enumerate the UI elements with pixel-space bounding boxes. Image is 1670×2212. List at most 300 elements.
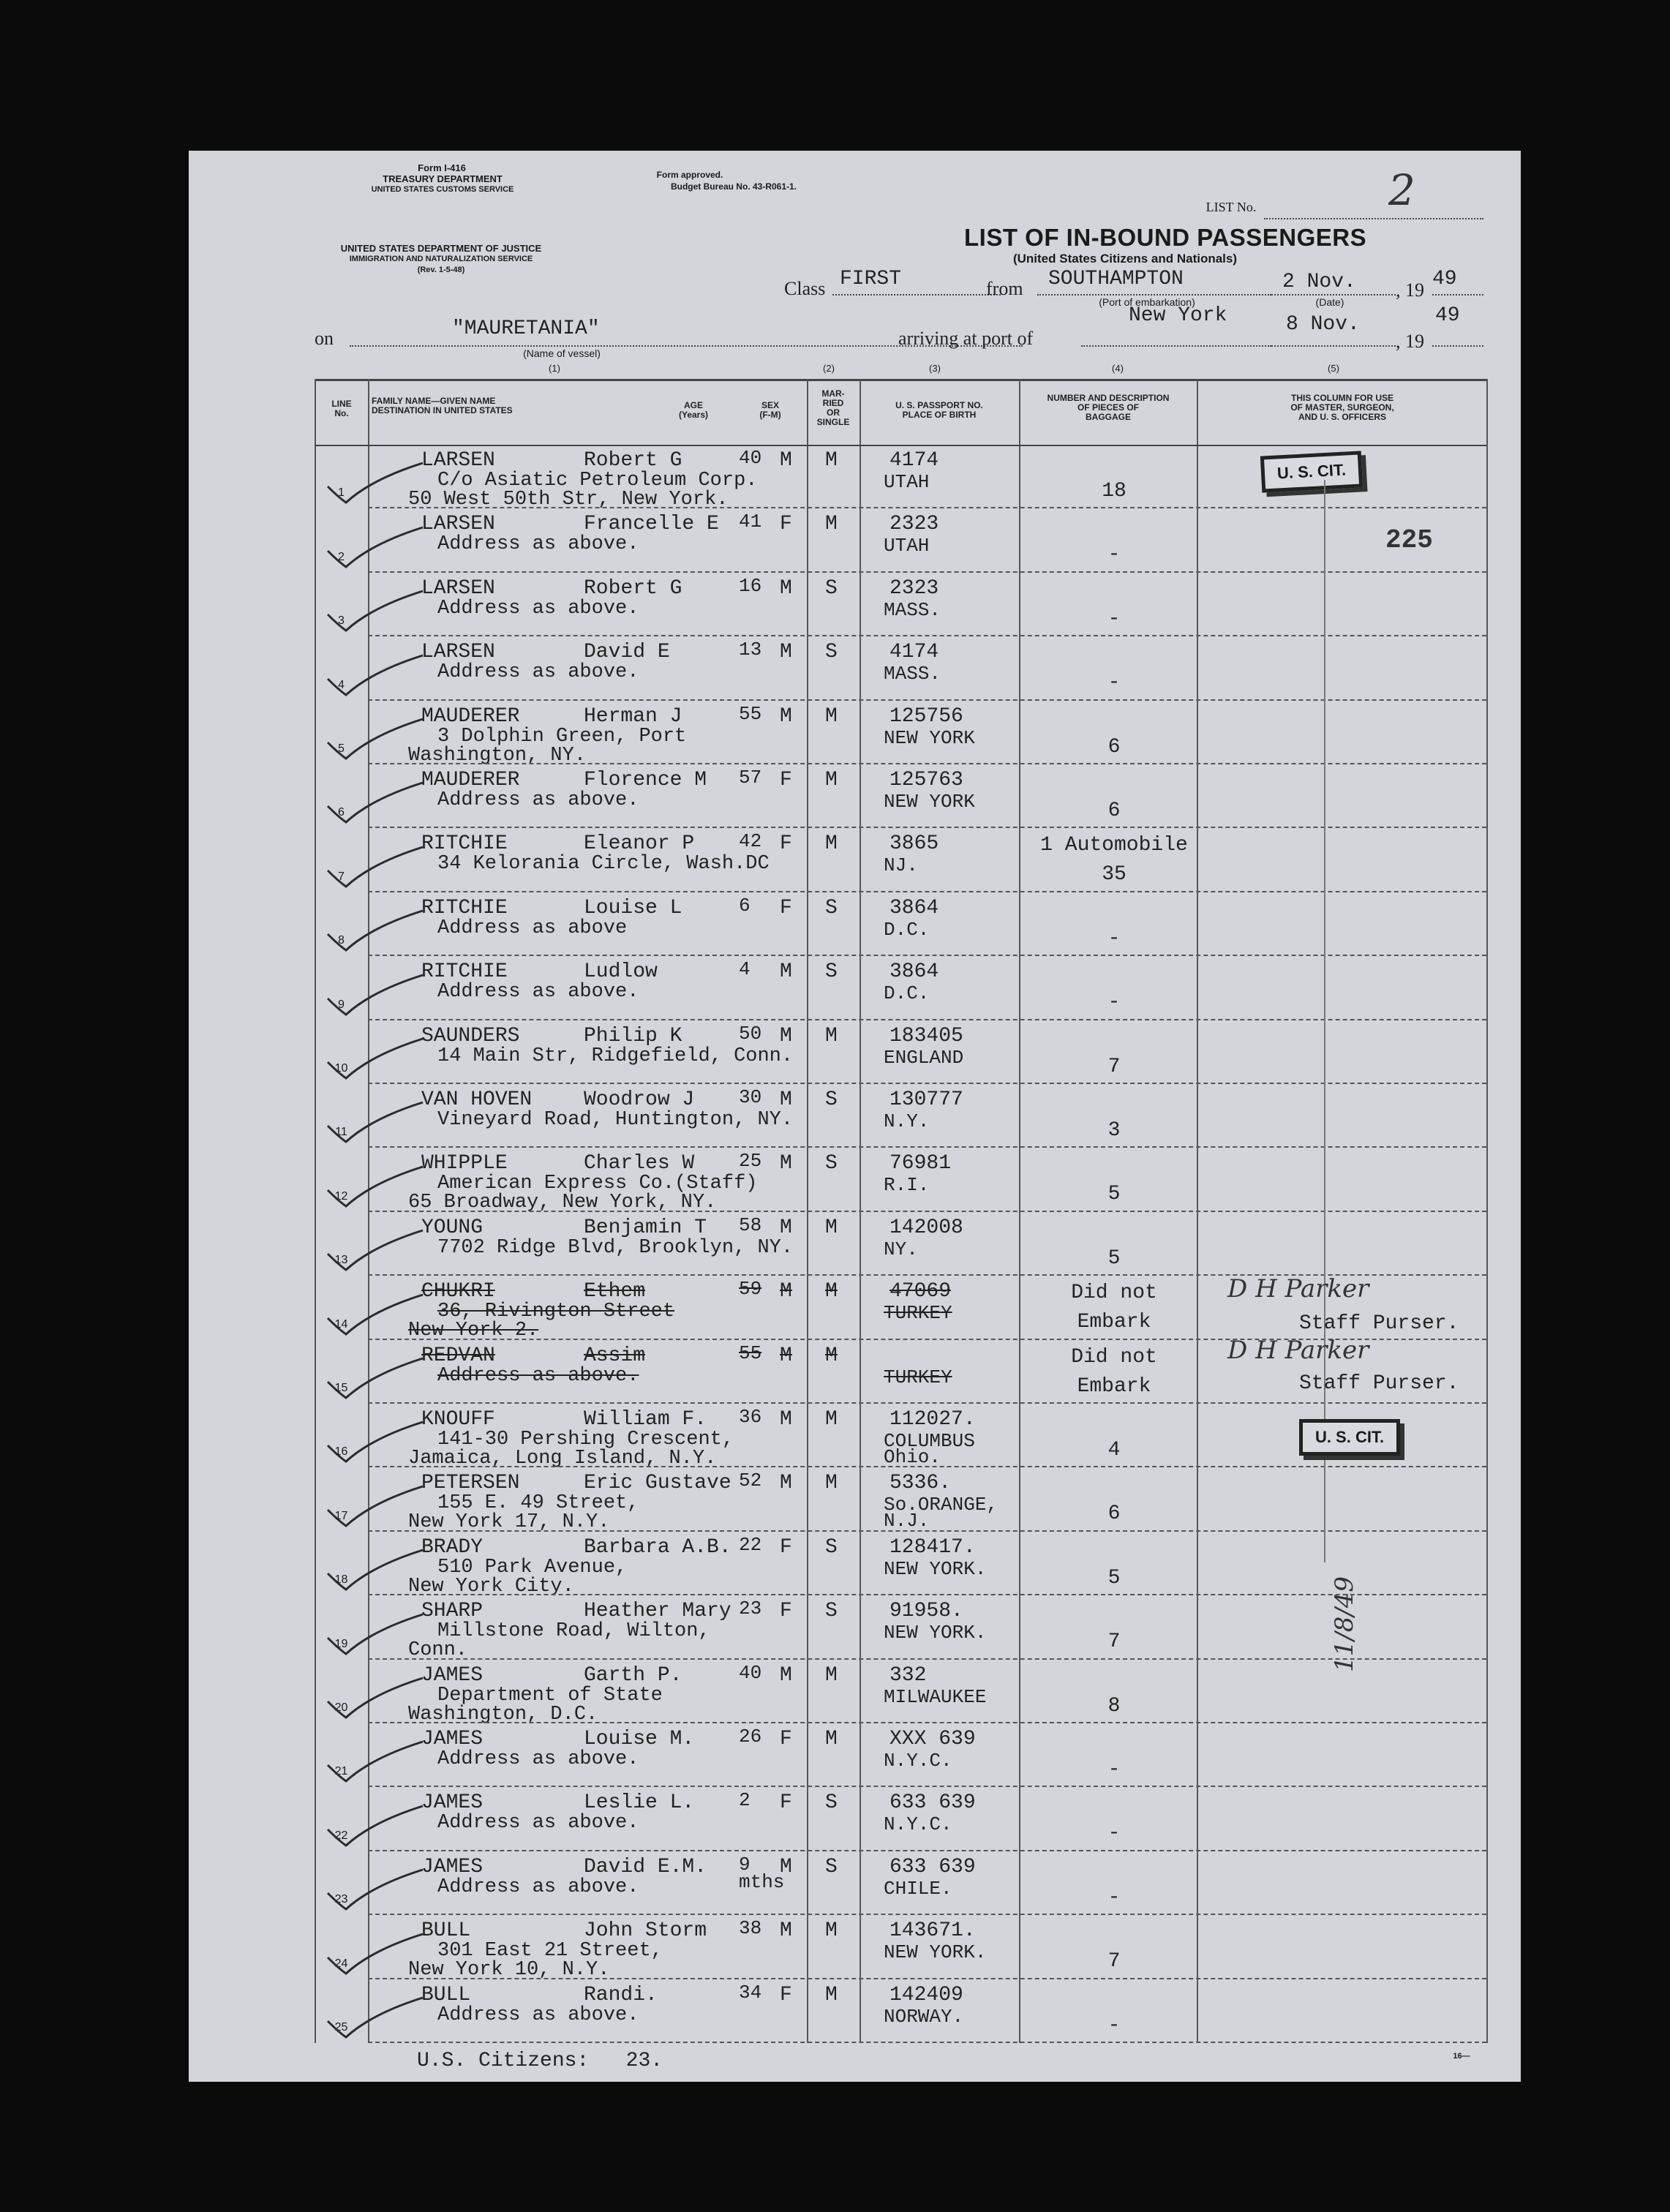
place-of-birth: D.C.	[884, 982, 930, 1005]
marital-status: S	[825, 960, 838, 984]
sex: M	[780, 1919, 792, 1943]
sex: F	[780, 1983, 792, 2006]
col-num-4: (4)	[1112, 363, 1124, 374]
list-no-label: LIST No.	[1206, 200, 1257, 214]
line-number: 13	[334, 1254, 348, 1267]
place-of-birth: D.C.	[884, 918, 930, 941]
age: 59	[739, 1278, 762, 1301]
marital-status: S	[825, 1088, 838, 1111]
treasury-heading: TREASURY DEPARTMENT	[383, 173, 503, 184]
family-name: BRADY	[421, 1535, 484, 1559]
place-of-birth: MILWAUKEE	[884, 1685, 987, 1708]
address-line: 65 Broadway, New York, NY.	[408, 1192, 717, 1214]
line-number: 6	[338, 806, 345, 819]
vertical-pencil-note: 11/8/49	[1330, 1576, 1359, 1672]
age: 34	[739, 1981, 762, 2004]
baggage: -	[1107, 672, 1121, 695]
list-no-line	[1264, 218, 1483, 219]
embark-year: 49	[1432, 268, 1457, 290]
given-name: Robert G	[584, 449, 682, 472]
table-row	[189, 956, 1521, 1020]
family-name: RITCHIE	[421, 896, 508, 919]
age: 42	[739, 830, 762, 853]
table-row	[189, 1723, 1521, 1787]
marital-status: M	[825, 1408, 838, 1431]
address-line: Washington, D.C.	[408, 1703, 598, 1726]
line-number: 23	[334, 1893, 348, 1906]
page-subtitle: (United States Citizens and Nationals)	[1012, 252, 1238, 266]
table-row	[189, 1148, 1521, 1214]
line-number: 2	[338, 550, 345, 563]
citizens-total: U.S. Citizens: 23.	[417, 2050, 663, 2072]
marital-status: S	[825, 1535, 838, 1559]
baggage: -	[1107, 991, 1121, 1015]
baggage: 5	[1107, 1566, 1121, 1590]
embark-port: SOUTHAMPTON	[1048, 268, 1184, 290]
age: 50	[739, 1022, 762, 1045]
given-name: David E	[584, 641, 670, 664]
check-mark-icon	[320, 1289, 430, 1340]
passport-no: 332	[889, 1663, 927, 1687]
given-name: Louise M.	[584, 1728, 695, 1750]
sex: F	[780, 769, 792, 791]
baggage: -	[1107, 927, 1121, 950]
form-number: Form I-416	[418, 162, 466, 173]
family-name: SAUNDERS	[421, 1024, 520, 1047]
baggage: 7	[1107, 1630, 1121, 1654]
officer-signature-1: D H Parker	[1227, 1274, 1369, 1304]
passport-no: 2323	[889, 513, 939, 536]
marital-status: M	[825, 1919, 838, 1943]
check-mark-icon	[320, 1544, 430, 1595]
check-mark-icon	[320, 1992, 430, 2043]
check-mark-icon	[320, 650, 430, 701]
address-line: 301 East 21 Street,	[437, 1940, 663, 1963]
marital-status: M	[825, 1663, 838, 1687]
given-name: Ludlow	[584, 960, 658, 984]
address-line: Address as above.	[437, 661, 639, 684]
passport-no: 633 639	[889, 1855, 976, 1878]
address-line: 510 Park Avenue,	[437, 1556, 628, 1579]
place-of-birth: N.Y.C.	[884, 1750, 952, 1772]
given-name: Assim	[584, 1344, 646, 1367]
check-mark-icon	[320, 1033, 430, 1084]
place-of-birth: So.ORANGE, N.J.	[884, 1494, 998, 1532]
officer-signature-2: D H Parker	[1227, 1336, 1369, 1365]
family-name: RITCHIE	[421, 960, 508, 984]
given-name: Barbara A.B.	[584, 1535, 731, 1559]
place-of-birth: TURKEY	[884, 1302, 952, 1325]
sex: M	[780, 1855, 792, 1878]
marital-status: M	[825, 1024, 838, 1047]
baggage: 1 Automobile 35	[1040, 834, 1188, 887]
us-citizen-stamp-2: U. S. CIT.	[1299, 1419, 1400, 1456]
given-name: Garth P.	[584, 1663, 682, 1687]
given-name: Benjamin T	[584, 1216, 707, 1239]
age: 58	[739, 1214, 762, 1236]
table-row	[189, 1532, 1521, 1598]
check-mark-icon	[320, 1672, 430, 1723]
table-row	[189, 1787, 1521, 1851]
justice-heading: UNITED STATES DEPARTMENT OF JUSTICE	[340, 243, 542, 254]
baggage: 5	[1107, 1246, 1121, 1270]
table-row	[189, 1084, 1521, 1148]
baggage: -	[1107, 2014, 1121, 2037]
age: 6	[739, 894, 751, 917]
age: 30	[739, 1086, 762, 1108]
vessel-caption: (Name of vessel)	[523, 347, 601, 359]
address-line: Address as above.	[437, 789, 639, 811]
sex: M	[780, 576, 792, 600]
given-name: Eric Gustave	[584, 1472, 731, 1495]
marital-status: M	[825, 513, 838, 536]
embark-port-line	[1037, 294, 1271, 296]
family-name: BULL	[421, 1983, 471, 2006]
sex: M	[780, 641, 792, 664]
line-number: 19	[334, 1637, 348, 1650]
arrival-year: 49	[1435, 304, 1460, 327]
class-line	[832, 294, 1001, 296]
family-name: JAMES	[421, 1728, 484, 1750]
sex: F	[780, 1600, 792, 1623]
line-number: 22	[334, 1829, 348, 1842]
sex: F	[780, 513, 792, 536]
address-line: 7702 Ridge Blvd, Brooklyn, NY.	[437, 1236, 794, 1259]
staff-purser-2: Staff Purser.	[1299, 1372, 1459, 1395]
address-line: 3 Dolphin Green, Port	[437, 725, 687, 748]
baggage: 6	[1107, 800, 1121, 822]
header-line-no: LINE No.	[331, 399, 352, 418]
address-line: Address as above.	[437, 597, 639, 620]
baggage: 5	[1107, 1183, 1121, 1206]
age: 57	[739, 767, 762, 789]
address-line: Address as above.	[437, 1364, 639, 1387]
marital-status: M	[825, 1472, 838, 1495]
line-count-stamp: 225	[1385, 525, 1433, 555]
family-name: WHIPPLE	[421, 1152, 508, 1175]
from-label: from	[986, 278, 1023, 299]
passport-no: 633 639	[889, 1791, 976, 1815]
address-line: Conn.	[408, 1639, 468, 1662]
place-of-birth: TURKEY	[884, 1366, 952, 1388]
line-number: 1	[338, 486, 345, 500]
col-num-3: (3)	[929, 363, 941, 374]
given-name: Randi.	[584, 1983, 658, 2006]
address-line: New York 2.	[408, 1320, 539, 1342]
address-line: New York 10, N.Y.	[408, 1959, 610, 1982]
table-row	[189, 764, 1521, 828]
sex: M	[780, 1024, 792, 1047]
address-line: Address as above	[437, 917, 628, 939]
baggage: 6	[1107, 735, 1121, 759]
sex: M	[780, 1472, 792, 1495]
passport-no: 183405	[889, 1024, 963, 1047]
table-row	[189, 636, 1521, 700]
place-of-birth: NORWAY.	[884, 2005, 964, 2028]
sex: M	[780, 1663, 792, 1687]
col-num-5: (5)	[1328, 363, 1339, 374]
sex: F	[780, 896, 792, 919]
line-number: 11	[335, 1126, 347, 1139]
line-number: 3	[338, 614, 345, 628]
table-row	[189, 508, 1521, 572]
family-name: LARSEN	[421, 513, 495, 536]
table-row	[189, 892, 1521, 956]
address-line: 36, Rivington Street	[437, 1301, 675, 1323]
baggage: 6	[1107, 1502, 1121, 1526]
arrival-date: 8 Nov.	[1286, 313, 1360, 336]
address-line: 141-30 Pershing Crescent,	[437, 1429, 734, 1451]
address-line: Address as above.	[437, 2004, 639, 2026]
passport-no: 3864	[889, 960, 939, 984]
address-line: 34 Kelorania Circle, Wash.DC	[437, 853, 770, 876]
place-of-birth: COLUMBUS Ohio.	[884, 1430, 975, 1468]
arrival-date-line	[1271, 345, 1396, 347]
us-citizen-stamp: U. S. CIT.	[1260, 451, 1363, 492]
line-number: 5	[338, 742, 345, 755]
passport-no: 47069	[889, 1280, 952, 1304]
age: 40	[739, 447, 762, 469]
place-of-birth: R.I.	[884, 1174, 930, 1197]
address-line: Address as above.	[437, 981, 639, 1004]
place-of-birth: N.Y.	[884, 1110, 930, 1132]
baggage: 4	[1107, 1439, 1121, 1462]
sex: M	[780, 960, 792, 984]
header-age: AGE (Years)	[678, 400, 709, 420]
age: 23	[739, 1598, 762, 1620]
vessel-name: "MAURETANIA"	[452, 317, 600, 340]
marital-status: M	[825, 769, 838, 791]
family-name: YOUNG	[421, 1216, 484, 1239]
passport-no: 5336.	[889, 1472, 952, 1495]
revision: (Rev. 1-5-48)	[417, 266, 465, 274]
marital-status: M	[825, 449, 838, 472]
marital-status: S	[825, 1791, 838, 1815]
check-mark-icon	[320, 713, 430, 764]
given-name: Francelle E	[584, 513, 719, 536]
passport-no: 125763	[889, 769, 963, 791]
place-of-birth: MASS.	[884, 663, 941, 685]
table-row	[189, 1915, 1521, 1982]
given-name: Eleanor P	[584, 832, 695, 856]
passport-no: 142008	[889, 1216, 963, 1239]
customs-service: UNITED STATES CUSTOMS SERVICE	[371, 185, 514, 194]
check-mark-icon	[320, 1736, 430, 1787]
table-row	[189, 701, 1521, 767]
given-name: Leslie L.	[584, 1791, 695, 1815]
marital-status: M	[825, 1344, 838, 1367]
place-of-birth: MASS.	[884, 598, 941, 621]
age: 52	[739, 1470, 762, 1492]
place-of-birth: NJ.	[884, 854, 918, 877]
sex: M	[780, 1280, 792, 1304]
arrival-port-line	[1081, 345, 1271, 347]
given-name: Herman J	[584, 704, 682, 728]
address-line: Address as above.	[437, 533, 639, 556]
baggage: -	[1107, 1822, 1121, 1846]
place-of-birth: UTAH	[884, 535, 930, 557]
check-mark-icon	[320, 1096, 430, 1148]
age: 2	[739, 1789, 751, 1812]
row-rule	[368, 2042, 1486, 2043]
place-of-birth: ENGLAND	[884, 1046, 964, 1069]
family-name: RITCHIE	[421, 832, 508, 856]
check-mark-icon	[320, 1416, 430, 1467]
check-mark-icon	[320, 1864, 430, 1915]
family-name: MAUDERER	[421, 769, 520, 791]
line-number: 14	[334, 1317, 348, 1331]
family-name: BULL	[421, 1919, 471, 1943]
table-row	[189, 828, 1521, 892]
arriving-label: arriving at port of	[898, 328, 1034, 349]
marital-status: S	[825, 576, 838, 600]
marital-status: S	[825, 1152, 838, 1175]
table-row	[189, 1851, 1521, 1915]
family-name: PETERSEN	[421, 1472, 520, 1495]
baggage: 3	[1107, 1119, 1121, 1142]
sex: F	[780, 832, 792, 856]
baggage: 7	[1107, 1950, 1121, 1974]
arrival-year-prefix: , 19	[1396, 331, 1424, 352]
table-row	[189, 573, 1521, 636]
check-mark-icon	[320, 457, 430, 508]
check-mark-icon	[320, 522, 430, 573]
embark-year-prefix: , 19	[1396, 279, 1424, 301]
line-number: 18	[334, 1573, 348, 1587]
age: 36	[739, 1406, 762, 1428]
baggage: 8	[1107, 1694, 1121, 1718]
check-mark-icon	[320, 1800, 430, 1851]
line-number: 25	[334, 2020, 348, 2034]
check-mark-icon	[320, 905, 430, 956]
passport-no: 143671.	[889, 1919, 976, 1943]
sex: M	[780, 1344, 792, 1367]
officer-pencil-line	[1324, 480, 1325, 1562]
manifest-page	[189, 151, 1521, 2082]
place-of-birth: CHILE.	[884, 1877, 952, 1900]
passport-no: 4174	[889, 449, 939, 472]
class-label: Class	[784, 278, 826, 299]
address-line: American Express Co.(Staff)	[437, 1173, 758, 1195]
age: 55	[739, 1342, 762, 1364]
family-name: CHUKRI	[421, 1280, 495, 1304]
given-name: Woodrow J	[584, 1088, 695, 1111]
marital-status: M	[825, 704, 838, 728]
sex: F	[780, 1535, 792, 1559]
marital-status: M	[825, 1983, 838, 2006]
given-name: John Storm	[584, 1919, 707, 1943]
line-number: 15	[334, 1381, 348, 1394]
page-mark: 16—	[1453, 2052, 1470, 2061]
family-name: LARSEN	[421, 449, 495, 472]
passport-no: 112027.	[889, 1408, 976, 1431]
sex: M	[780, 1152, 792, 1175]
embark-port-caption: (Port of embarkation)	[1099, 296, 1195, 308]
place-of-birth: NEW YORK	[884, 726, 975, 749]
header-baggage: NUMBER AND DESCRIPTION OF PIECES OF BAGGAGE	[1047, 393, 1170, 422]
check-mark-icon	[320, 841, 430, 892]
baggage: Did not Embark	[1071, 1282, 1157, 1334]
list-no-value: 2	[1388, 165, 1415, 215]
given-name: Robert G	[584, 576, 682, 600]
embark-date: 2 Nov.	[1282, 271, 1356, 293]
place-of-birth: NY.	[884, 1238, 918, 1260]
family-name: JAMES	[421, 1663, 484, 1687]
family-name: LARSEN	[421, 576, 495, 600]
given-name: Florence M	[584, 769, 707, 791]
passport-no: 3864	[889, 896, 939, 919]
sex: M	[780, 449, 792, 472]
table-row	[189, 1595, 1521, 1662]
check-mark-icon	[320, 777, 430, 828]
arrival-year-line	[1432, 345, 1483, 347]
passport-no: 130777	[889, 1088, 963, 1111]
check-mark-icon	[320, 1928, 430, 1979]
ins-heading: IMMIGRATION AND NATURALIZATION SERVICE	[349, 255, 533, 263]
line-number: 4	[338, 678, 345, 691]
sex: M	[780, 1408, 792, 1431]
age: 13	[739, 639, 762, 661]
date-caption: (Date)	[1315, 296, 1344, 308]
baggage: -	[1107, 543, 1121, 567]
table-row	[189, 1020, 1521, 1084]
marital-status: S	[825, 896, 838, 919]
table-row	[189, 1660, 1521, 1726]
given-name: Heather Mary	[584, 1600, 731, 1623]
baggage: -	[1107, 1886, 1121, 1909]
line-number: 12	[334, 1189, 348, 1203]
passport-no: 2323	[889, 576, 939, 600]
age: 16	[739, 574, 762, 597]
place-of-birth: NEW YORK.	[884, 1941, 987, 1964]
line-number: 24	[334, 1957, 348, 1970]
passport-no: 125756	[889, 704, 963, 728]
line-number: 7	[338, 870, 345, 883]
table-row	[189, 1979, 1521, 2043]
address-line: 155 E. 49 Street,	[437, 1492, 639, 1515]
age: 22	[739, 1533, 762, 1556]
family-name: VAN HOVEN	[421, 1088, 533, 1111]
age: 9 mths	[739, 1853, 785, 1893]
family-name: MAUDERER	[421, 704, 520, 728]
col-num-2: (2)	[823, 363, 835, 374]
place-of-birth: NEW YORK.	[884, 1622, 987, 1644]
family-name: JAMES	[421, 1791, 484, 1815]
sex: M	[780, 1088, 792, 1111]
address-line: Address as above.	[437, 1876, 639, 1898]
family-name: KNOUFF	[421, 1408, 495, 1431]
family-name: JAMES	[421, 1855, 484, 1878]
family-name: LARSEN	[421, 641, 495, 664]
check-mark-icon	[320, 1481, 430, 1532]
age: 41	[739, 511, 762, 533]
given-name: Ethem	[584, 1280, 646, 1304]
line-number: 21	[334, 1765, 348, 1778]
age: 40	[739, 1661, 762, 1684]
budget-bureau: Budget Bureau No. 43-R061-1.	[670, 181, 797, 192]
check-mark-icon	[320, 1609, 430, 1660]
address-line: Vineyard Road, Huntington, NY.	[437, 1109, 794, 1131]
check-mark-icon	[320, 1224, 430, 1276]
check-mark-icon	[320, 1161, 430, 1212]
line-number: 20	[334, 1701, 348, 1714]
header-officers: THIS COLUMN FOR USE OF MASTER, SURGEON, AND U. S. OFFICERS	[1290, 393, 1394, 422]
sex: M	[780, 704, 792, 728]
given-name: Louise L	[584, 896, 682, 919]
table-row	[189, 1212, 1521, 1276]
address-line: Washington, NY.	[408, 744, 587, 767]
place-of-birth: N.Y.C.	[884, 1813, 952, 1836]
